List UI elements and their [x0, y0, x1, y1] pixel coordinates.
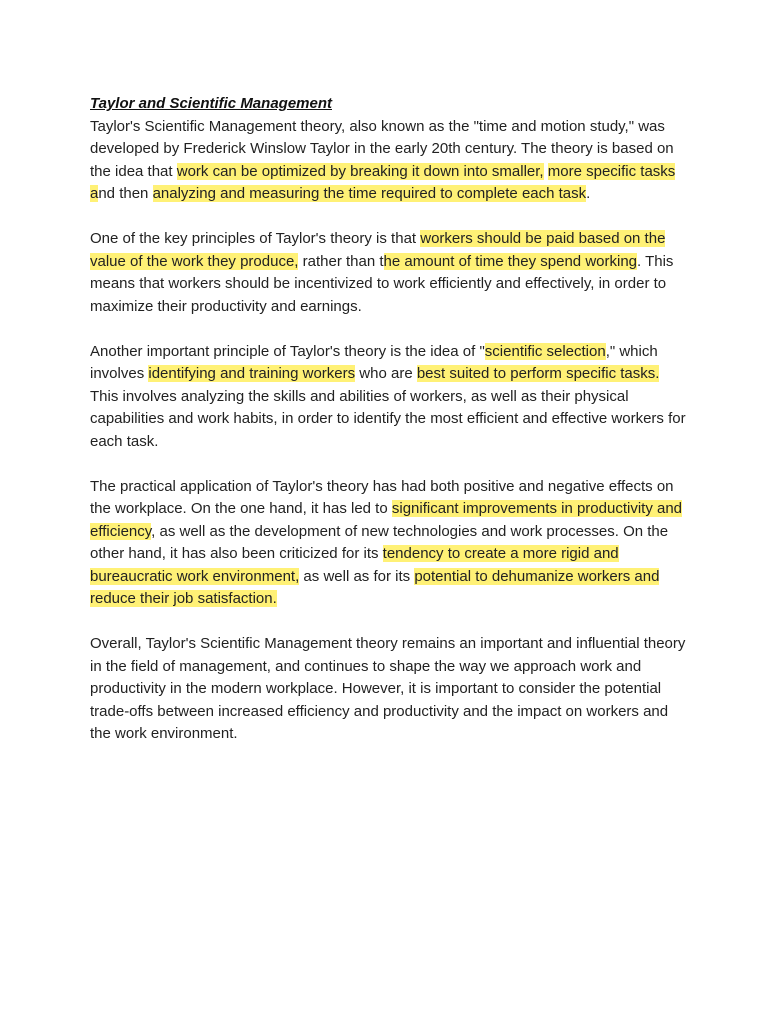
- highlighted-text: significant improvements in productivity and efficiency: [90, 500, 683, 540]
- paragraph: [90, 633, 686, 746]
- document-title: Taylor and Scientific Management: [90, 95, 332, 112]
- document-body: [90, 93, 686, 746]
- paragraph: [90, 341, 686, 454]
- highlighted-text: he amount of time they spend working: [383, 252, 638, 270]
- text-run: One of the key principles of Taylor's theory is that: [90, 230, 421, 247]
- highlighted-text: potential to dehumanize workers and reduce their job satisfaction.: [90, 567, 660, 607]
- paragraph: [90, 228, 686, 318]
- paragraph: [90, 476, 686, 611]
- paragraph: [90, 116, 686, 206]
- highlighted-text: scientific selection: [484, 342, 606, 360]
- text-run: nd then: [98, 185, 153, 202]
- text-run: rather than t: [298, 252, 384, 270]
- highlighted-text: analyzing and measuring the time required to complete each task: [152, 185, 587, 202]
- text-run: as well as for its: [299, 567, 415, 585]
- text-run: .: [586, 185, 591, 202]
- text-run: The practical application of Taylor's theory has had both positive and negative effects on the workplace. On the one hand, it has led to: [90, 477, 674, 517]
- highlighted-text: tendency to create a more rigid and bureaucratic work environment,: [90, 545, 619, 585]
- text-run: ," which involves: [90, 342, 658, 382]
- text-run: Taylor's Scientific Management theory, also known as the "time and motion study," was developed by Frederick Winslow Taylor in the early 20th century. The theory is based on the idea that: [90, 117, 674, 180]
- highlighted-text: best suited to perform specific tasks.: [416, 365, 660, 382]
- highlighted-text: more specific tasks a: [90, 162, 676, 202]
- text-run: Overall, Taylor's Scientific Management theory remains an important and influential theory in the field of management, and continues to shape the way we approach work and productivity in the modern workplace. However, it is important to consider the potential trade-offs between increased efficiency and productivity and the impact on workers and the work environment.: [90, 635, 686, 742]
- text-run: . This means that workers should be incentivized to work efficiently and effectively, in order to maximize their productivity and earnings.: [90, 252, 674, 315]
- highlighted-text: identifying and training workers: [148, 365, 356, 382]
- text-run: who are: [355, 365, 417, 382]
- text-run: , as well as the development of new technologies and work processes. On the other hand, it has also been criticized for its: [90, 522, 669, 562]
- highlighted-text: workers should be paid based on the value of the work they produce,: [90, 230, 666, 270]
- text-run: Another important principle of Taylor's theory is the idea of ": [90, 342, 485, 360]
- text-run: This involves analyzing the skills and abilities of workers, as well as their physical capabilities and work habits, in order to identify the most efficient and effective workers for each task.: [90, 387, 686, 450]
- highlighted-text: work can be optimized by breaking it down into smaller,: [176, 162, 544, 180]
